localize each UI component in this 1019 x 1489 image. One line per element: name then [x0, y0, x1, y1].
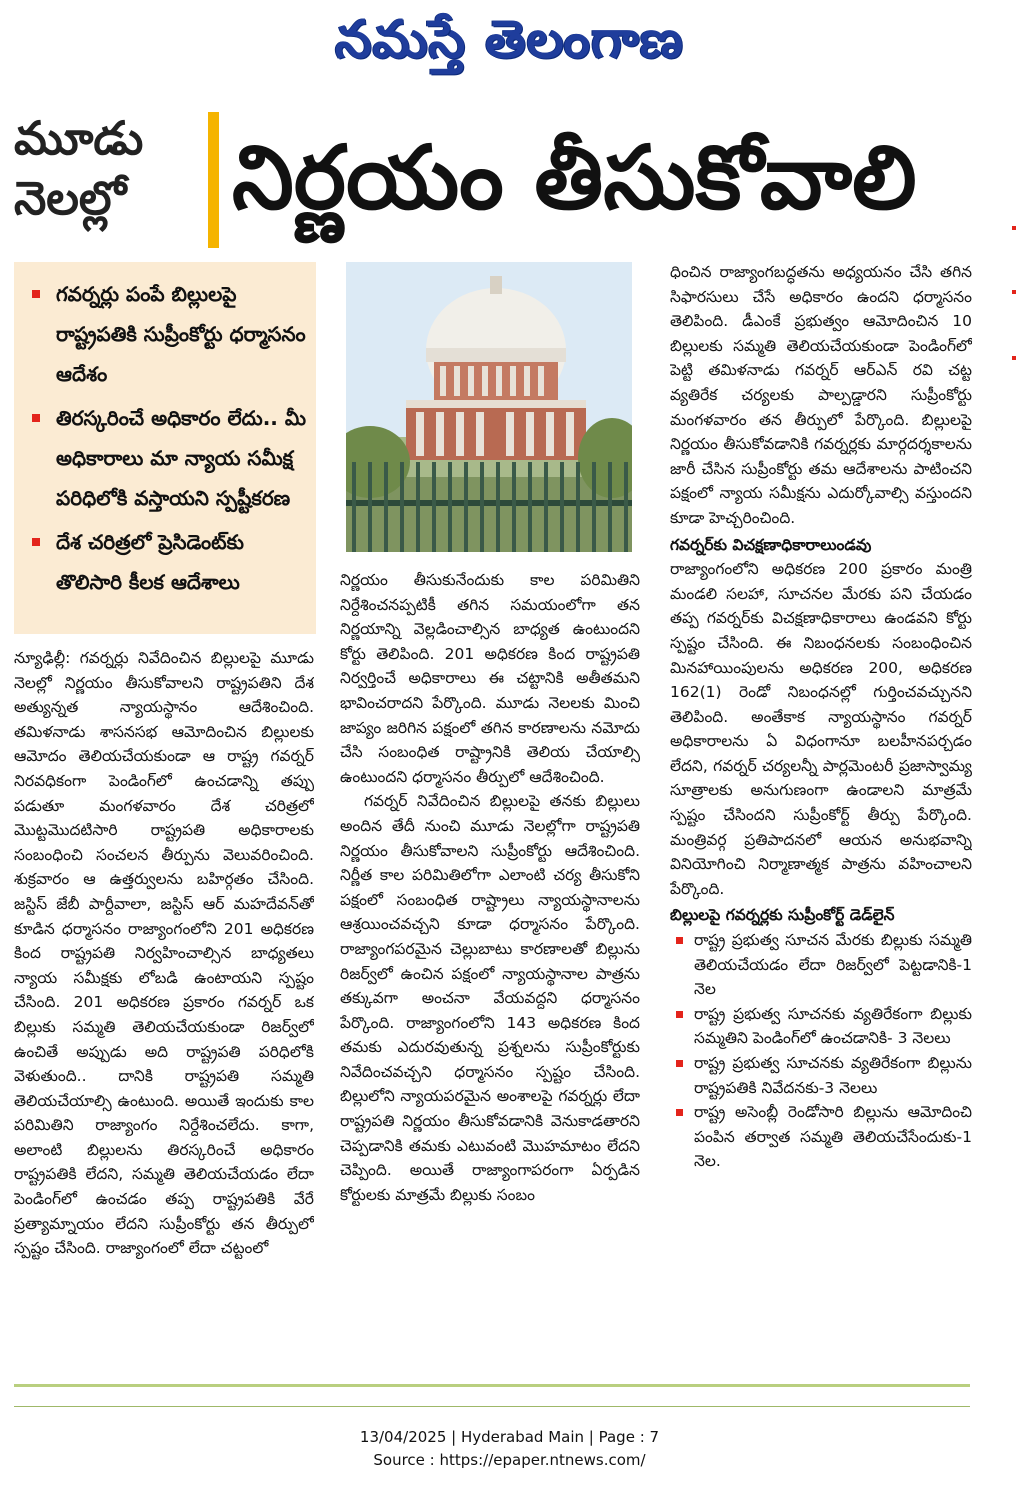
edge-mark [1012, 356, 1016, 360]
subheading: బిల్లులపై గవర్నర్లకు సుప్రీంకోర్ట్ డెడ్‌లైన్ [670, 906, 895, 925]
edge-mark [1012, 290, 1016, 294]
deadline-text: రాష్ట్ర ప్రభుత్వ సూచన మేరకు బిల్లుకు సమ్మతి తెలియచేయడం లేదా రిజర్వ్‌లో పెట్టడానికి-1 నెల [694, 931, 972, 999]
edge-mark [1012, 226, 1016, 230]
bullet-icon [676, 1109, 683, 1116]
headline-title: నిర్ణయం తీసుకోవాలి [232, 126, 917, 229]
article-paragraph: ధించిన రాజ్యాంగబద్ధతను అధ్యయనం చేసి తగిన సిఫారసులు చేసే అధికారం ఉందని ధర్మాసనం తెలిపింది. డీఎంకే ప్రభుత్వం ఆమోదించిన 10 బిల్లులకు సమ్మతి తెలియచేయకుండా పెండింగ్‌లో పెట్టి తమిళనాడు గవర్నర్ ఆర్‌ఎన్ రవి చట్ట వ్యతిరేక చర్యలకు పాల్పడ్డారని సుప్రీంకోర్టు మంగళవారం తన తీర్పులో పేర్కొంది. బిల్లులపై నిర్ణయం తీసుకోవడానికి గవర్నర్లకు మార్గదర్శకాలను జారీ చేసిన సుప్రీంకోర్టు తమ ఆదేశాలను పాటించని పక్షంలో న్యాయ సమీక్షను ఎదుర్కోవాల్సి వస్తుందని కూడా హెచ్చరించింది. [670, 263, 972, 527]
article-paragraph: రాజ్యాంగంలోని అధికరణ 200 ప్రకారం మంత్రి మండలి సలహా, సూచనల మేరకు పని చేయడం తప్ప గవర్నర్‌కు విచక్షణాధికారాలు ఉండవని కోర్టు స్పష్టం చేసింది. ఈ నిబంధనలకు సంబంధించిన మినహాయింపులను అధికరణ 200, అధికరణ 162(1) రెండో నిబంధనల్లో గుర్తించవచ్చునని తెలిపింది. అంతేకాక న్యాయస్థానం గవర్నర్ అధికారాలను ఏ విధంగానూ బలహీనపర్చడం లేదని, గవర్నర్ చర్యలన్నీ పార్లమెంటరీ ప్రజాస్వామ్య సూత్రాలకు అనుగుణంగా ఉండాలని మాత్రమే స్పష్టం చేసిందని సుప్రీంకోర్ట్ తీర్పు పేర్కొంది. మంత్రివర్గ ప్రతిపాదనలో ఆయన అనుభవాన్ని వినియోగించి నిర్మాణాత్మక పాత్రను వహించాలని పేర్కొంది. [670, 560, 972, 898]
bullet-icon [676, 1011, 683, 1018]
article-paragraph: గవర్నర్ నివేదించిన బిల్లులపై తనకు బిల్లులు అందిన తేదీ నుంచి మూడు నెలల్లోగా రాష్ట్రపతి నిర్ణయం తీసుకోవాలని సుప్రీంకోర్టు ఆదేశించింది. నిర్ణీత కాల పరిమితిలోగా ఎలాంటి చర్య తీసుకోని పక్షంలో సంబంధిత రాష్ట్రాలు న్యాయస్థానాలను ఆశ్రయించవచ్చని కూడా ధర్మాసనం పేర్కొంది. రాజ్యాంగపరమైన చెల్లుబాటు కారణాలతో బిల్లును రిజర్వ్‌లో ఉంచిన పక్షంలో న్యాయస్థానాల పాత్రను తక్కువగా అంచనా వేయవద్దని ధర్మాసనం పేర్కొంది. రాజ్యాంగంలోని 143 అధికరణ కింద తమకు ఎదురవుతున్న ప్రశ్నలను సుప్రీంకోర్టుకు నివేదించవచ్చని ధర్మాసనం స్పష్టం చేసింది. బిల్లులోని న్యాయపరమైన అంశాలపై గవర్నర్లు లేదా రాష్ట్రపతి నిర్ణయం తీసుకోవడానికి వెనుకాడతారని చెప్పడానికి తమకు ఎటువంటి మొహమాటం లేదని చెప్పింది. అయితే రాజ్యాంగాపరంగా ఏర్పడిన కోర్టులకు మాత్రమే బిల్లుకు సంబం [340, 792, 640, 1204]
highlight-text: దేశ చరిత్రలో ప్రెసిడెంట్‌కు తొలిసారి కీలక ఆదేశాలు [56, 530, 244, 594]
deadline-text: రాష్ట్ర ప్రభుత్వ సూచనకు వ్యతిరేకంగా బిల్లును రాష్ట్రపతికి నివేదనకు-3 నెలలు [694, 1054, 972, 1097]
deadline-text: రాష్ట్ర ప్రభుత్వ సూచనకు వ్యతిరేకంగా బిల్లుకు సమ్మతిని పెండింగ్‌లో ఉంచడానికి- 3 నెలలు [694, 1004, 972, 1048]
highlight-item [14, 522, 316, 602]
highlight-text: తిరస్కరించే అధికారం లేదు.. మీ అధికారాలు మా న్యాయ సమీక్ష పరిధిలోకి వస్తాయని స్పష్టీకరణ [56, 406, 307, 510]
footer-source: Source : https://epaper.ntnews.com/ [373, 1451, 646, 1469]
article-column-1 [14, 646, 314, 1376]
bullet-icon [676, 1060, 683, 1067]
highlight-text: గవర్నర్లు పంపే బిల్లులపై రాష్ట్రపతికి సుప్రీంకోర్టు ధర్మాసనం ఆదేశం [56, 282, 306, 386]
deadline-item [670, 1051, 972, 1100]
article-paragraph: నిర్ణయం తీసుకునేందుకు కాల పరిమితిని నిర్దేశించనప్పటికీ తగిన సమయంలోగా తన నిర్ణయాన్ని వెల్లడించాల్సిన బాధ్యత ఉంటుందని కోర్టు తెలిపింది. 201 అధికరణ కింద రాష్ట్రపతి నిర్వర్తించే అధికారాలు ఈ చట్టానికి అతీతమని భావించరాదని పేర్కొంది. మూడు నెలలకు మించి జాప్యం జరిగిన పక్షంలో తగిన కారణాలను నమోదు చేసి సంబంధిత రాష్ట్రానికి తెలియ చేయాల్సి ఉంటుందని ధర్మాసనం తీర్పులో ఆదేశించింది. [340, 571, 640, 786]
supreme-court-photo [346, 262, 632, 552]
headline-divider [208, 112, 219, 248]
bullet-icon [32, 414, 40, 422]
article-paragraph: న్యూఢిల్లీ: గవర్నర్లు నివేదించిన బిల్లులపై మూడు నెలల్లో నిర్ణయం తీసుకోవాలని రాష్ట్రపతిని దేశ అత్యున్నత న్యాయస్థానం ఆదేశించింది. తమిళనాడు శాసనసభ ఆమోదించిన బిల్లులకు ఆమోదం తెలియచేయకుండా ఆ రాష్ట్ర గవర్నర్ నిరవధికంగా పెండింగ్‌లో ఉంచడాన్ని తప్పు పడుతూ మంగళవారం దేశ చరిత్రలో మొట్టమొదటిసారి రాష్ట్రపతి అధికారాలకు సంబంధించి సంచలన తీర్పును వెలువరించింది. శుక్రవారం ఆ ఉత్తర్వులను బహిర్గతం చేసింది. జస్టిస్ జేబీ పార్దీవాలా, జస్టిస్ ఆర్ మహదేవన్‌తో కూడిన ధర్మాసనం రాజ్యాంగంలోని 201 అధికరణ కింద రాష్ట్రపతి నిర్వహించాల్సిన బాధ్యతలు న్యాయ సమీక్షకు లోబడి ఉంటాయని స్పష్టం చేసింది. 201 అధికరణ ప్రకారం గవర్నర్ ఒక బిల్లుకు సమ్మతి తెలియచేయకుండా రిజర్వ్‌లో ఉంచితే అప్పుడు అది రాష్ట్రపతి పరిధిలోకి వెళుతుంది.. దానికి రాష్ట్రపతి సమ్మతి తెలియచేయాల్సి ఉంటుంది. అయితే ఇందుకు కాల పరిమితిని రాజ్యాంగం నిర్దేశించలేదు. కాగా, అలాంటి బిల్లులను తిరస్కరించే అధికారం రాష్ట్రపతికి లేదని, సమ్మతి తెలియచేయడం లేదా పెండింగ్‌లో ఉంచడం తప్ప రాష్ట్రపతికి వేరే ప్రత్యామ్నాయం లేదని సుప్రీంకోర్టు తన తీర్పులో స్పష్టం చేసింది. రాజ్యాంగంలో లేదా చట్టంలో [14, 649, 314, 1258]
deadline-item [670, 928, 972, 1002]
bullet-icon [32, 538, 40, 546]
deadline-item [670, 1002, 972, 1051]
masthead [0, 0, 1019, 92]
highlight-item [14, 398, 316, 518]
highlight-item [14, 274, 316, 394]
deadline-text: రాష్ట్ర అసెంబ్లీ రెండోసారి బిల్లును ఆమోదించి పంపిన తర్వాత సమ్మతి తెలియచేసేందుకు-1 నెల. [694, 1103, 972, 1171]
subheading: గవర్నర్‌కు విచక్షణాధికారాలుండవు [670, 535, 872, 554]
headline-kicker: మూడు నెలల్లో [14, 111, 144, 225]
footer-edition: 13/04/2025 | Hyderabad Main | Page : 7 [359, 1428, 660, 1446]
supreme-court-illustration [346, 262, 632, 552]
article-column-3 [670, 260, 972, 1376]
masthead-logo: నమస్తే తెలంగాణ [335, 10, 684, 70]
footer-rule [14, 1384, 970, 1387]
footer-rule-thin [14, 1406, 970, 1407]
article-column-2 [340, 568, 640, 1376]
bullet-icon [32, 290, 40, 298]
highlights-box [14, 262, 316, 634]
bullet-icon [676, 937, 683, 944]
deadline-item [670, 1100, 972, 1174]
